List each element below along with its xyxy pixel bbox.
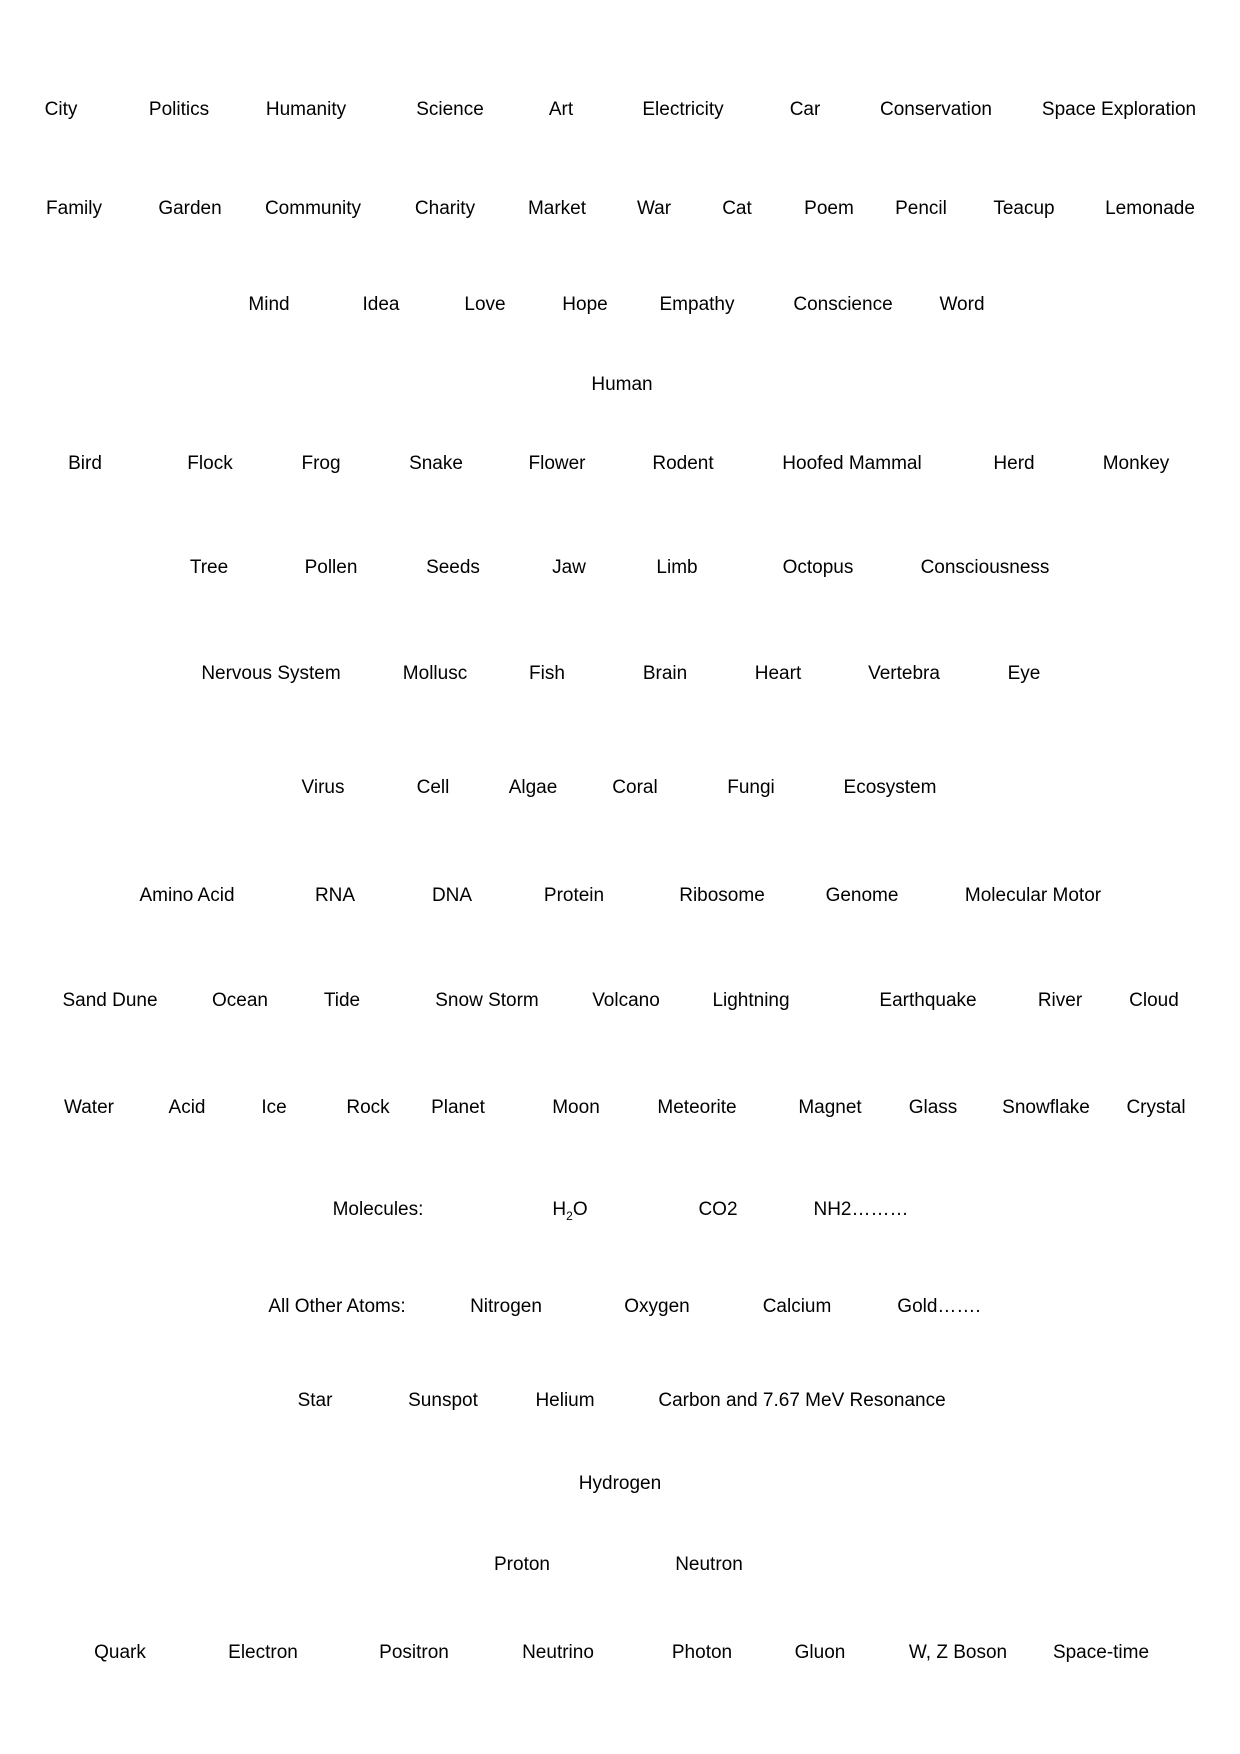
word-item: Human xyxy=(591,374,653,395)
word-item: Flower xyxy=(528,453,586,474)
word-item: Empathy xyxy=(659,294,735,315)
word-item: Neutron xyxy=(675,1554,743,1575)
word-item: All Other Atoms: xyxy=(268,1296,406,1317)
word-item: Planet xyxy=(431,1097,485,1118)
word-item: Genome xyxy=(825,885,899,906)
word-item: Glass xyxy=(908,1097,958,1118)
word-item: Rock xyxy=(346,1097,390,1118)
word-item: Consciousness xyxy=(920,557,1050,578)
word-item: Acid xyxy=(168,1097,206,1118)
word-item: Magnet xyxy=(798,1097,862,1118)
word-item: Ribosome xyxy=(679,885,765,906)
word-item: Flock xyxy=(187,453,233,474)
word-item: Photon xyxy=(671,1642,733,1663)
word-item: Nitrogen xyxy=(470,1296,542,1317)
word-item: RNA xyxy=(314,885,356,906)
word-item: Teacup xyxy=(993,198,1055,219)
word-item: Idea xyxy=(362,294,400,315)
word-item: Snake xyxy=(409,453,463,474)
word-item: Jaw xyxy=(552,557,586,578)
word-item: Fish xyxy=(529,663,565,684)
word-item: Carbon and 7.67 MeV Resonance xyxy=(658,1390,946,1411)
word-item: War xyxy=(636,198,672,219)
word-item: Cloud xyxy=(1129,990,1179,1011)
word-item: Ice xyxy=(261,1097,287,1118)
word-item: W, Z Boson xyxy=(908,1642,1008,1663)
word-item: Cat xyxy=(722,198,752,219)
word-item: Snowflake xyxy=(1002,1097,1090,1118)
word-item: Molecules: xyxy=(332,1199,424,1220)
word-item: Love xyxy=(464,294,506,315)
word-item: Pencil xyxy=(895,198,947,219)
word-item: Electron xyxy=(228,1642,298,1663)
word-item: Space Exploration xyxy=(1041,99,1197,120)
word-item: Star xyxy=(297,1390,333,1411)
word-item: Eye xyxy=(1007,663,1041,684)
word-item: Conscience xyxy=(793,294,893,315)
word-item: Seeds xyxy=(426,557,480,578)
word-item: Limb xyxy=(656,557,698,578)
word-item: Market xyxy=(527,198,587,219)
word-item: Protein xyxy=(543,885,605,906)
word-item: Garden xyxy=(158,198,222,219)
word-item: Car xyxy=(789,99,821,120)
word-item: Science xyxy=(416,99,484,120)
word-item: Electricity xyxy=(642,99,724,120)
word-item: Lightning xyxy=(712,990,790,1011)
word-item: Neutrino xyxy=(522,1642,594,1663)
word-item: NH2……… xyxy=(813,1199,909,1220)
word-item: Gold……. xyxy=(897,1296,981,1317)
formula-subscript: 2 xyxy=(566,1208,573,1223)
formula-part: H xyxy=(552,1199,567,1220)
word-item: CO2 xyxy=(698,1199,738,1220)
word-item: Quark xyxy=(94,1642,146,1663)
word-item: Ecosystem xyxy=(843,777,937,798)
word-item: Brain xyxy=(642,663,688,684)
word-item: Calcium xyxy=(762,1296,832,1317)
word-item: Rodent xyxy=(652,453,714,474)
word-item: Hydrogen xyxy=(578,1473,662,1494)
word-item: Lemonade xyxy=(1105,198,1195,219)
word-item: Charity xyxy=(414,198,476,219)
word-item: Water xyxy=(64,1097,114,1118)
word-item: Molecular Motor xyxy=(964,885,1102,906)
word-item: Politics xyxy=(148,99,210,120)
word-item: Tide xyxy=(323,990,361,1011)
word-item: Earthquake xyxy=(879,990,977,1011)
word-item: Family xyxy=(46,198,102,219)
word-item: Mind xyxy=(248,294,290,315)
word-item: Poem xyxy=(804,198,854,219)
word-item: Cell xyxy=(416,777,450,798)
word-item: Frog xyxy=(301,453,341,474)
word-item: Fungi xyxy=(727,777,775,798)
word-item: Octopus xyxy=(782,557,854,578)
word-item: Volcano xyxy=(592,990,660,1011)
word-item: Oxygen xyxy=(624,1296,690,1317)
word-item: Herd xyxy=(993,453,1035,474)
word-item: Helium xyxy=(535,1390,595,1411)
word-item: Ocean xyxy=(212,990,268,1011)
word-item: Word xyxy=(939,294,985,315)
word-item: Meteorite xyxy=(657,1097,737,1118)
word-item: Monkey xyxy=(1102,453,1170,474)
word-item: Humanity xyxy=(265,99,347,120)
word-item: Virus xyxy=(301,777,345,798)
word-item: Positron xyxy=(379,1642,449,1663)
word-item: Hope xyxy=(562,294,608,315)
word-item: Vertebra xyxy=(868,663,940,684)
word-item: Space-time xyxy=(1052,1642,1150,1663)
word-item: Gluon xyxy=(794,1642,846,1663)
word-item: Bird xyxy=(68,453,102,474)
word-item: Hoofed Mammal xyxy=(782,453,922,474)
word-item: Tree xyxy=(189,557,229,578)
word-item: Sunspot xyxy=(408,1390,478,1411)
word-item: Pollen xyxy=(304,557,358,578)
word-item: Sand Dune xyxy=(62,990,158,1011)
word-item: DNA xyxy=(431,885,473,906)
word-item: River xyxy=(1037,990,1083,1011)
word-item: Community xyxy=(264,198,362,219)
word-item: Coral xyxy=(612,777,658,798)
word-item: Moon xyxy=(552,1097,600,1118)
word-item: Algae xyxy=(508,777,558,798)
word-item: Heart xyxy=(754,663,802,684)
word-item: Mollusc xyxy=(402,663,468,684)
word-item: City xyxy=(44,99,78,120)
word-item: Proton xyxy=(494,1554,550,1575)
word-item: Amino Acid xyxy=(139,885,235,906)
word-item: Nervous System xyxy=(201,663,341,684)
formula-h2o xyxy=(552,1198,587,1222)
word-item: Snow Storm xyxy=(435,990,539,1011)
word-item: Conservation xyxy=(880,99,992,120)
word-item: Crystal xyxy=(1126,1097,1186,1118)
word-item: Art xyxy=(548,99,574,120)
formula-part: O xyxy=(572,1199,588,1220)
